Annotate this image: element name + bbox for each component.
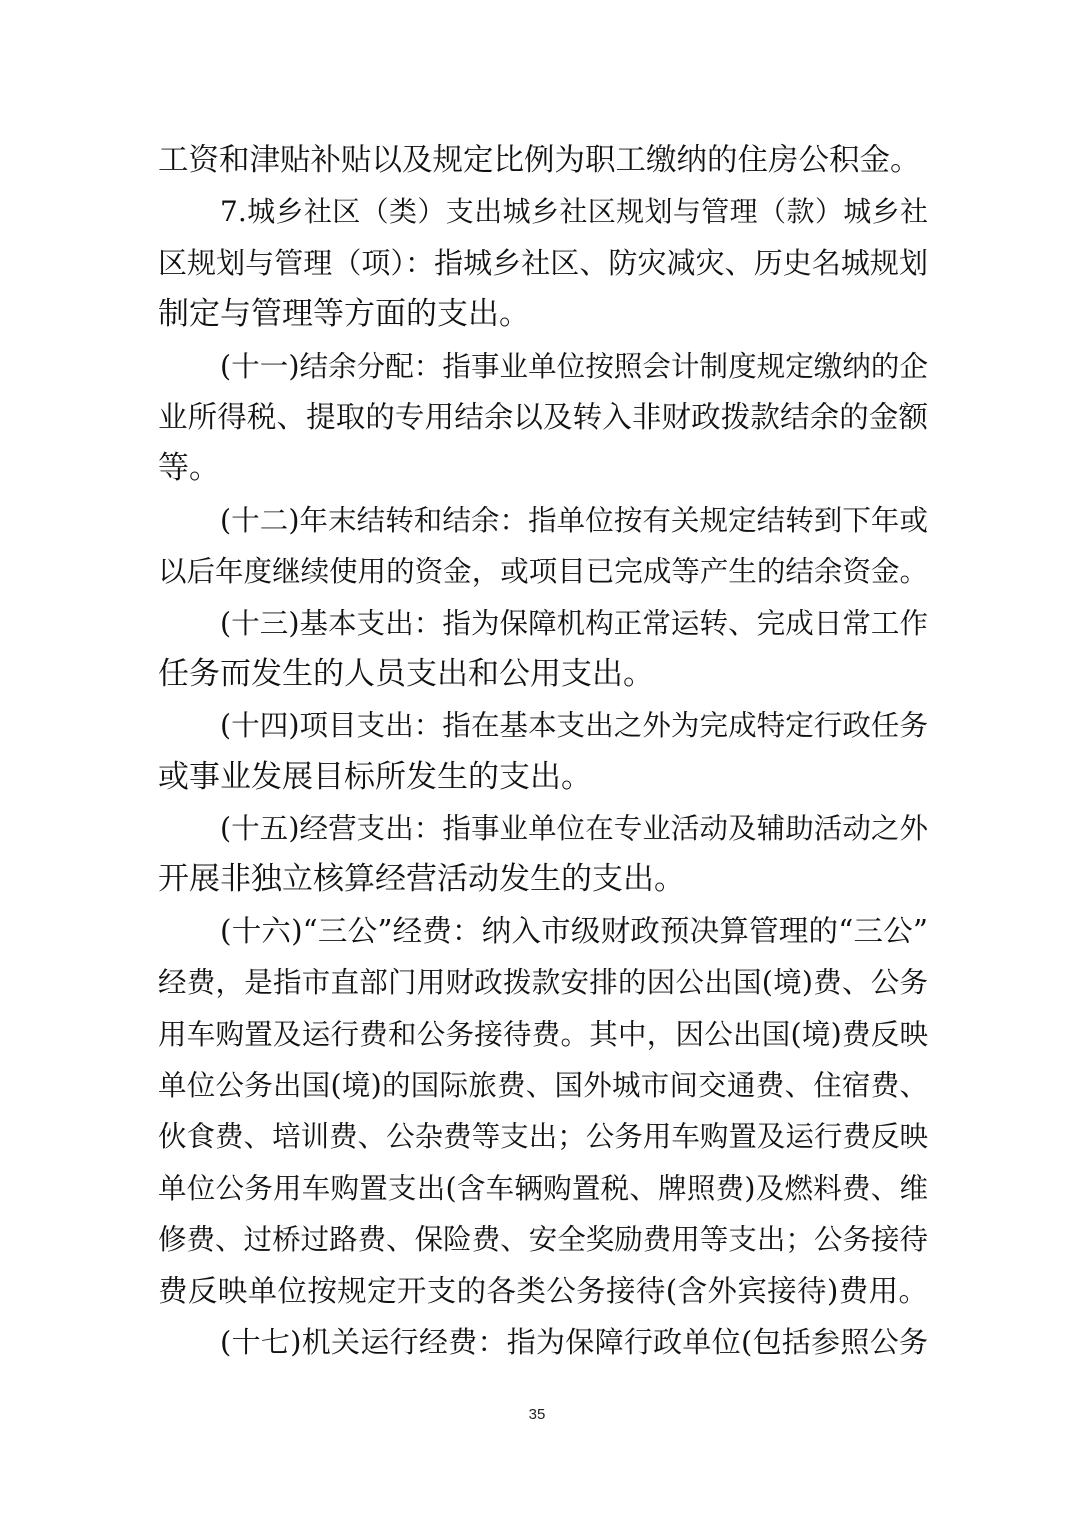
page-number: 35 <box>528 1406 546 1423</box>
text-line: (十四)项目支出：指在基本支出之外为完成特定行政任务 <box>220 709 928 743</box>
text-line: 用车购置及运行费和公务接待费。其中，因公出国(境)费反映 <box>158 1017 928 1051</box>
text-line: 修费、过桥过路费、保险费、安全奖励费用等支出；公务接待 <box>158 1223 928 1257</box>
text-line: 以后年度继续使用的资金，或项目已完成等产生的结余资金。 <box>158 555 928 589</box>
text-line: 7.城乡社区（类）支出城乡社区规划与管理（款）城乡社 <box>220 195 928 229</box>
text-line: (十三)基本支出：指为保障机构正常运转、完成日常工作 <box>220 606 928 640</box>
text-line: 单位公务出国(境)的国际旅费、国外城市间交通费、住宿费、 <box>158 1069 928 1103</box>
text-line: 经费，是指市直部门用财政拨款安排的因公出国(境)费、公务 <box>158 966 928 1000</box>
text-line: (十五)经营支出：指事业单位在专业活动及辅助活动之外 <box>220 812 928 846</box>
text-line: 区规划与管理（项）：指城乡社区、防灾减灾、历史名城规划 <box>158 245 928 280</box>
text-line: 或事业发展目标所发生的支出。 <box>158 758 592 795</box>
text-line: 等。 <box>158 450 220 487</box>
text-line: 伙食费、培训费、公杂费等支出；公务用车购置及运行费反映 <box>158 1120 928 1154</box>
text-line: 业所得税、提取的专用结余以及转入非财政拨款结余的金额 <box>158 399 928 434</box>
text-line: (十二)年末结转和结余：指单位按有关规定结转到下年或 <box>220 503 928 537</box>
text-line: 单位公务用车购置支出(含车辆购置税、牌照费)及燃料费、维 <box>158 1171 928 1205</box>
document-body <box>158 135 928 1368</box>
text-line: (十七)机关运行经费：指为保障行政单位(包括参照公务 <box>220 1324 928 1359</box>
text-line: (十六)“三公”经费：纳入市级财政预决算管理的“三公” <box>220 913 928 948</box>
text-line: 费反映单位按规定开支的各类公务接待(含外宾接待)费用。 <box>158 1273 928 1308</box>
text-line: 任务而发生的人员支出和公用支出。 <box>158 655 654 692</box>
text-line: 制定与管理等方面的支出。 <box>158 296 530 333</box>
text-line: 工资和津贴补贴以及规定比例为职工缴纳的住房公积金。 <box>158 143 921 178</box>
text-line: 开展非独立核算经营活动发生的支出。 <box>158 861 685 898</box>
text-line: (十一)结余分配：指事业单位按照会计制度规定缴纳的企 <box>220 349 928 383</box>
